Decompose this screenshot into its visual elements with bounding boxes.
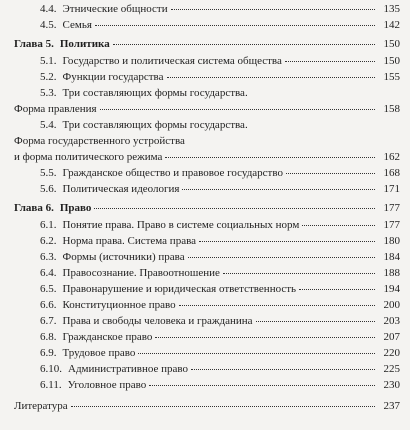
page-number: 200 bbox=[383, 299, 400, 311]
section-title: Государство и политическая система общества bbox=[62, 55, 282, 67]
section-number: 4.5. bbox=[40, 19, 57, 31]
page-number: 150 bbox=[383, 38, 400, 50]
dot-leader bbox=[138, 352, 375, 354]
section-title: Три составляющих формы государства. bbox=[62, 87, 248, 99]
section-title: Семья bbox=[62, 19, 92, 31]
page-number: 155 bbox=[383, 71, 400, 83]
chapter-title: Право bbox=[59, 202, 92, 214]
page-number: 168 bbox=[383, 167, 400, 179]
page-number: 194 bbox=[383, 283, 400, 295]
dot-leader bbox=[71, 405, 375, 407]
section-title: Политическая идеология bbox=[62, 183, 180, 195]
section-title: Правонарушение и юридическая ответственность bbox=[62, 283, 297, 295]
page-number: 150 bbox=[383, 55, 400, 67]
dot-leader bbox=[191, 368, 375, 370]
page-number: 177 bbox=[383, 219, 400, 231]
page-number: 158 bbox=[383, 103, 400, 115]
page-number: 237 bbox=[383, 400, 400, 412]
dot-leader bbox=[155, 336, 375, 338]
section-number: 6.9. bbox=[40, 347, 57, 359]
dot-leader bbox=[165, 156, 375, 158]
section-number: 5.1. bbox=[40, 55, 57, 67]
section-title: Норма права. Система права bbox=[62, 235, 197, 247]
dot-leader bbox=[95, 24, 375, 26]
chapter-title: Политика bbox=[59, 38, 110, 50]
dot-leader bbox=[256, 320, 375, 322]
section-number: 6.1. bbox=[40, 219, 57, 231]
section-number: 5.6. bbox=[40, 183, 57, 195]
section-title-continuation: Форма правления bbox=[14, 103, 97, 115]
section-title: Административное право bbox=[68, 363, 189, 375]
section-title: Правосознание. Правоотношение bbox=[62, 267, 220, 279]
dot-leader bbox=[94, 207, 375, 209]
section-title: Литература bbox=[14, 400, 68, 412]
section-title: Этнические общности bbox=[62, 3, 168, 15]
section-number: 6.5. bbox=[40, 283, 57, 295]
section-number: 6.10. bbox=[40, 363, 62, 375]
dot-leader bbox=[100, 108, 375, 110]
dot-leader bbox=[188, 256, 375, 258]
chapter-number: Глава 5. bbox=[14, 38, 54, 50]
section-title: Конституционное право bbox=[62, 299, 176, 311]
section-title-continuation: Форма государственного устройства bbox=[14, 135, 185, 147]
section-title: Функции государства bbox=[62, 71, 164, 83]
dot-leader bbox=[299, 288, 375, 290]
section-number: 6.8. bbox=[40, 331, 57, 343]
dot-leader bbox=[223, 272, 375, 274]
section-title: Понятие права. Право в системе социальных норм bbox=[62, 219, 300, 231]
dot-leader bbox=[302, 224, 375, 226]
dot-leader bbox=[113, 43, 375, 45]
section-title: Уголовное право bbox=[67, 379, 147, 391]
page-number: 220 bbox=[383, 347, 400, 359]
page-number: 207 bbox=[383, 331, 400, 343]
page-number: 171 bbox=[383, 183, 400, 195]
section-title: Три составляющих формы государства. bbox=[62, 119, 248, 131]
dot-leader bbox=[182, 188, 375, 190]
section-number: 6.11. bbox=[40, 379, 62, 391]
page-number: 142 bbox=[383, 19, 400, 31]
dot-leader bbox=[171, 8, 375, 10]
section-number: 6.7. bbox=[40, 315, 57, 327]
page-number: 177 bbox=[383, 202, 400, 214]
section-number: 4.4. bbox=[40, 3, 57, 15]
section-number: 5.3. bbox=[40, 87, 57, 99]
section-title: Права и свободы человека и гражданина bbox=[62, 315, 253, 327]
section-number: 6.3. bbox=[40, 251, 57, 263]
section-title: Гражданское общество и правовое государство bbox=[62, 167, 283, 179]
section-number: 5.5. bbox=[40, 167, 57, 179]
page-number: 135 bbox=[383, 3, 400, 15]
chapter-number: Глава 6. bbox=[14, 202, 54, 214]
section-number: 6.4. bbox=[40, 267, 57, 279]
dot-leader bbox=[167, 76, 376, 78]
section-number: 6.2. bbox=[40, 235, 57, 247]
section-title: Гражданское право bbox=[62, 331, 153, 343]
dot-leader bbox=[285, 60, 375, 62]
dot-leader bbox=[286, 172, 375, 174]
section-number: 5.4. bbox=[40, 119, 57, 131]
dot-leader bbox=[179, 304, 375, 306]
page-number: 230 bbox=[383, 379, 400, 391]
page-number: 180 bbox=[383, 235, 400, 247]
page-number: 162 bbox=[383, 151, 400, 163]
page-number: 203 bbox=[383, 315, 400, 327]
section-number: 6.6. bbox=[40, 299, 57, 311]
page-number: 188 bbox=[383, 267, 400, 279]
section-title: Формы (источники) права bbox=[62, 251, 185, 263]
page-number: 225 bbox=[383, 363, 400, 375]
section-title-continuation: и форма политического режима bbox=[14, 151, 163, 163]
dot-leader bbox=[199, 240, 375, 242]
dot-leader bbox=[149, 384, 375, 386]
section-title: Трудовое право bbox=[62, 347, 136, 359]
section-number: 5.2. bbox=[40, 71, 57, 83]
page-number: 184 bbox=[383, 251, 400, 263]
